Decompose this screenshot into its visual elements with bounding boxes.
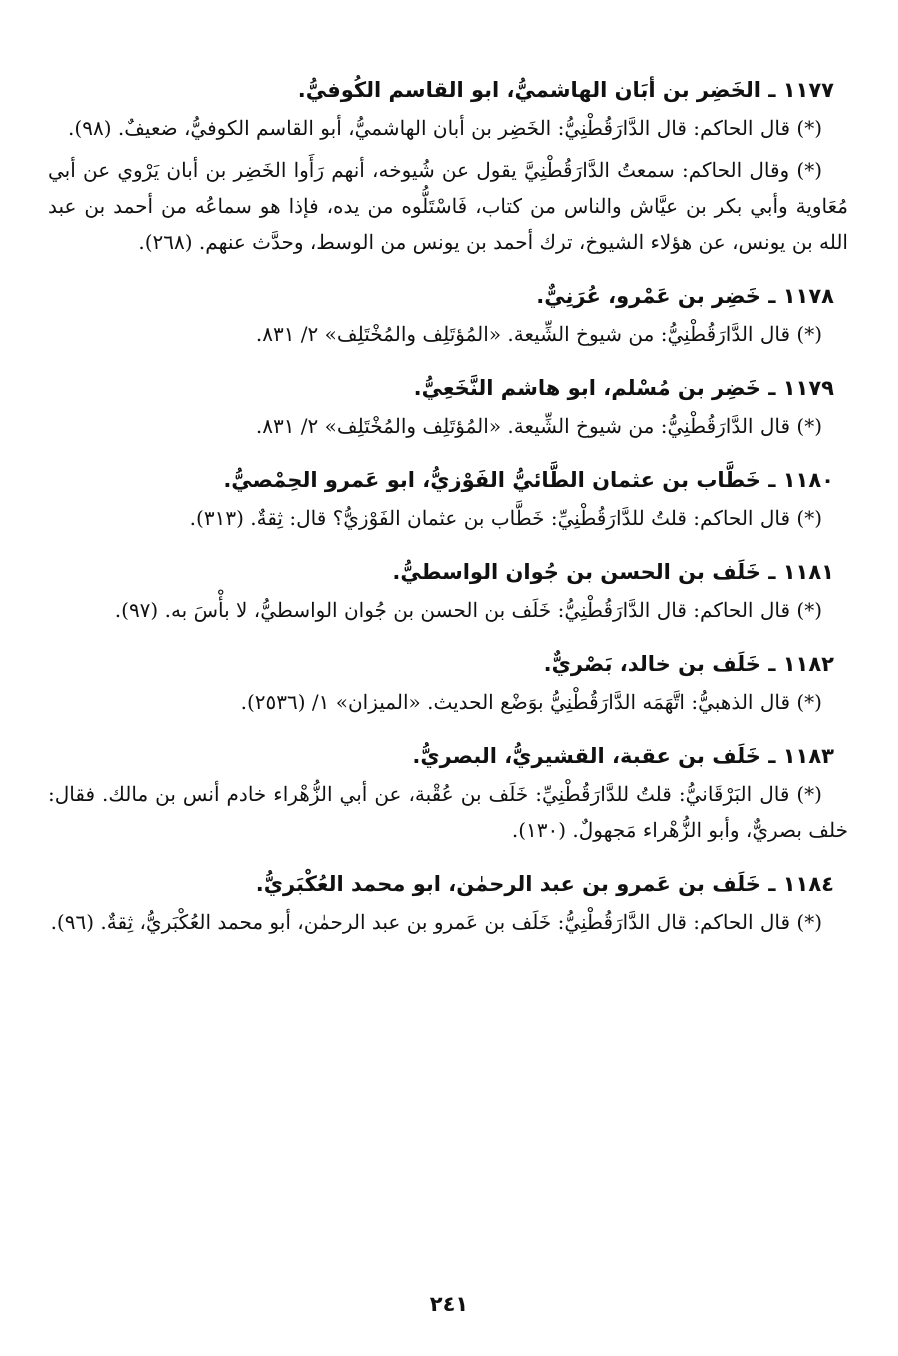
entry-paragraph: (*) قال الدَّارَقُطْنِيُّ: من شيوخ الشِّيعة. «المُؤتَلِف والمُخْتَلِف» ٢/ ٨٣١.: [255, 322, 822, 346]
entry-paragraph: (*) قال الحاكم: قلتُ للدَّارَقُطْنِيِّ: خَطَّاب بن عثمان الفَوْزيُّ؟ قال: ثِقةٌ. (٣١٣).: [189, 506, 822, 530]
entry-paragraph: (*) قال الحاكم: قال الدَّارَقُطْنِيُّ: الخَضِر بن أبان الهاشميُّ، أبو القاسم الكوفيُّ، ضعيفٌ. (٩٨).: [68, 116, 822, 140]
entry-1177: [48, 70, 848, 260]
entry-1181: [48, 552, 848, 628]
entry-heading: ١١٧٨ ـ خَضِر بن عَمْرو، عُرَنِيٌّ.: [536, 284, 834, 308]
entry-1178: [48, 276, 848, 352]
entry-paragraph: (*) وقال الحاكم: سمعتُ الدَّارَقُطْنِيَّ يقول عن شُيوخه، أنهم رَأَوا الخَضِر بن أبان يَرْوي عن أبي مُعَاوية وأبي بكر بن عيَّاش والناس من كتاب، فَاسْتَلُّوه من يده، فإذا هو سماعُه من أحمد بن عبد الله بن يونس، عن هؤلاء الشيوخ، ترك أحمد بن يونس من الوسط، وحدَّث عنهم. (٢٦٨).: [48, 158, 848, 254]
entry-paragraph: (*) قال الدَّارَقُطْنِيُّ: من شيوخ الشِّيعة. «المُؤتَلِف والمُخْتَلِف» ٢/ ٨٣١.: [255, 414, 822, 438]
entry-paragraph: (*) قال الحاكم: قال الدَّارَقُطْنِيُّ: خَلَف بن عَمرو بن عبد الرحمٰن، أبو محمد العُكْبَريُّ، ثِقةٌ. (٩٦).: [50, 910, 822, 934]
entry-heading: ١١٨١ ـ خَلَف بن الحسن بن جُوان الواسطيُّ.: [392, 560, 834, 584]
entry-heading: ١١٧٧ ـ الخَضِر بن أبَان الهاشميُّ، ابو القاسم الكُوفيُّ.: [297, 78, 834, 102]
entry-heading: ١١٨٤ ـ خَلَف بن عَمرو بن عبد الرحمٰن، ابو محمد العُكْبَريُّ.: [255, 872, 834, 896]
entry-paragraph: (*) قال الذهبيُّ: اتَّهَمَه الدَّارَقُطْنِيُّ بوَضْع الحديث. «الميزان» ١/ (٢٥٣٦).: [240, 690, 822, 714]
entry-1180: [48, 460, 848, 536]
entry-1179: [48, 368, 848, 444]
page-body: [48, 70, 848, 956]
entry-1183: [48, 736, 848, 848]
entry-heading: ١١٧٩ ـ خَضِر بن مُسْلم، ابو هاشم النَّخَعِيُّ.: [413, 376, 834, 400]
entry-heading: ١١٨٠ ـ خَطَّاب بن عثمان الطَّائيُّ الفَوْزيُّ، ابو عَمرو الحِمْصيُّ.: [223, 468, 834, 492]
page-number: ٢٤١: [429, 1292, 469, 1316]
entry-paragraph: (*) قال البَرْقَانيُّ: قلتُ للدَّارَقُطْنِيِّ: خَلَف بن عُقْبة، عن أبي الزُّهْراء خادم أنس بن مالك. فقال: خلف بصريٌّ، وأبو الزُّهْراء مَجهولٌ. (١٣٠).: [48, 782, 848, 842]
entry-heading: ١١٨٣ ـ خَلَف بن عقبة، القشيريُّ، البصريُّ.: [412, 744, 834, 768]
entry-heading: ١١٨٢ ـ خَلَف بن خالد، بَصْريٌّ.: [543, 652, 834, 676]
entry-paragraph: (*) قال الحاكم: قال الدَّارَقُطْنِيُّ: خَلَف بن الحسن بن جُوان الواسطيُّ، لا بأْسَ به. (٩٧).: [114, 598, 822, 622]
entry-1182: [48, 644, 848, 720]
entry-1184: [48, 864, 848, 940]
